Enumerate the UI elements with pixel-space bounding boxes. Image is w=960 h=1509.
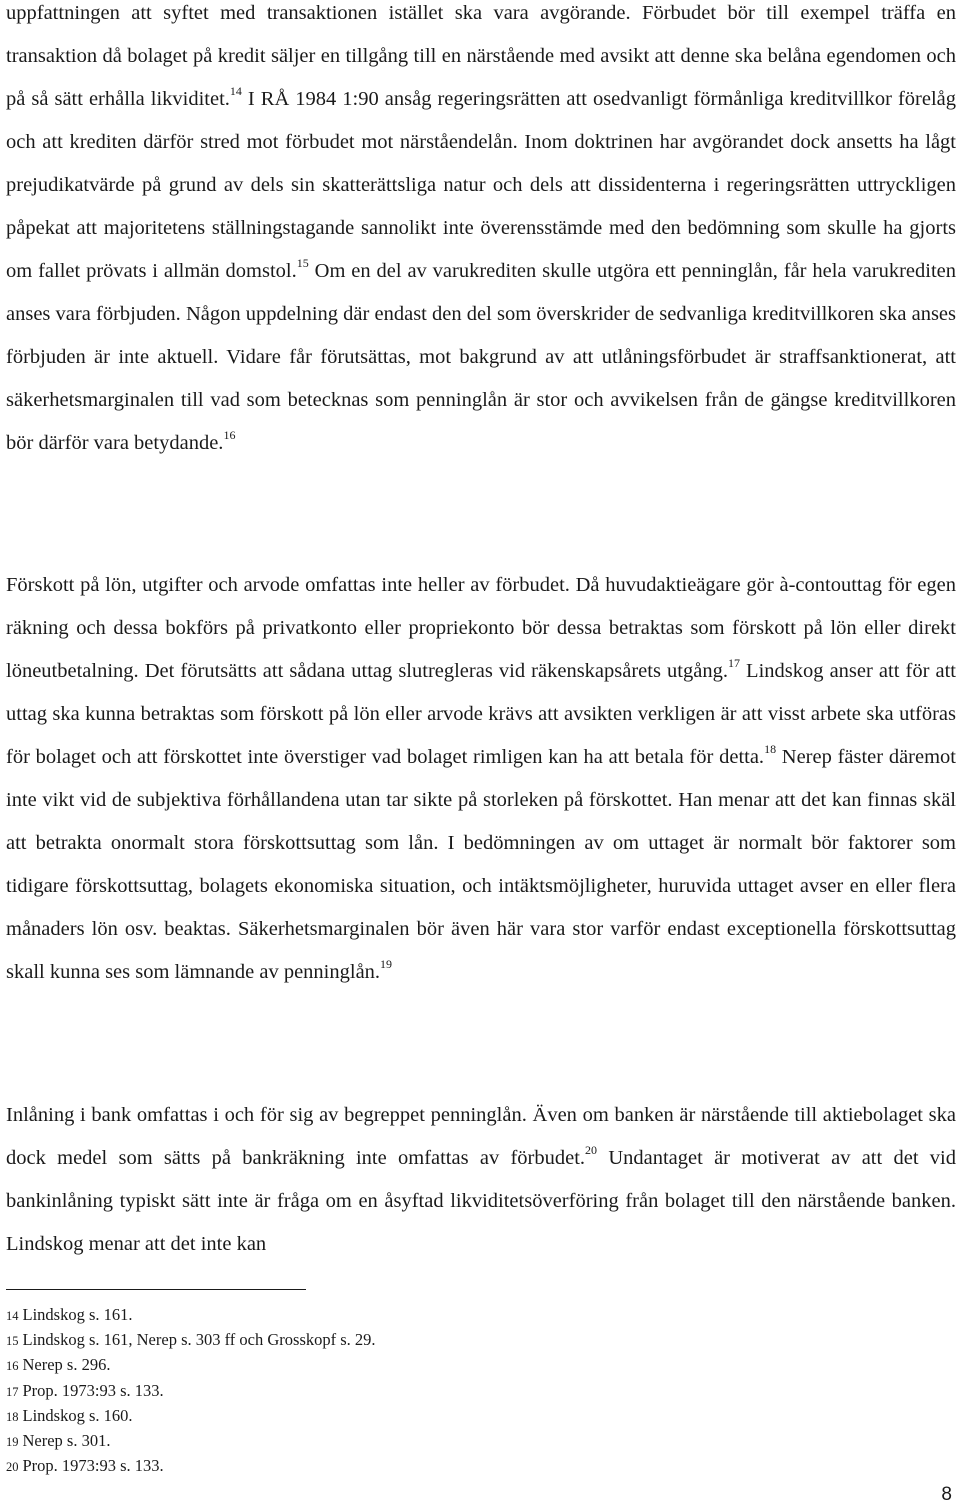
footnote <box>6 1353 376 1378</box>
footnote-reference: 20 <box>585 1143 598 1158</box>
footnote-number: 19 <box>6 1435 19 1450</box>
footnote-number: 14 <box>6 1309 19 1323</box>
footnote-number: 18 <box>6 1409 19 1424</box>
footnote-reference: 15 <box>296 256 309 271</box>
footnote-number: 16 <box>6 1359 19 1374</box>
footnote-reference: 14 <box>229 84 242 99</box>
paragraph-text: Förskott på lön, utgifter och arvode omfattas inte heller av förbudet. Då huvudaktieägare gör à-contouttag för egen räkning och dessa bokförs på privatkonto eller propriekonto bör dessa betraktas som förskott på lön eller direkt löneutbetalning. Det förutsätts att sådana uttag slutregleras vid räkenskapsårets utgång. <box>6 574 956 682</box>
paragraph-text: I RÅ 1984 1:90 ansåg regeringsrätten att osedvanligt förmånliga kreditvillkor förelåg och att krediten därför stred mot förbudet mot närståendelån. Inom doktrinen har avgörandet dock ansetts ha lågt prejudikatvärde på grund av dels sin skatterättsliga natur och dels att dissidenterna i regeringsrätten uttryckligen påpekat att majoritetens ställningstagande sannolikt inte överensstämde med den bedömning som skulle ha gjorts om fallet prövats i allmän domstol. <box>6 88 956 282</box>
footnote-number: 15 <box>6 1334 19 1349</box>
footnote <box>6 1328 376 1353</box>
footnote-separator <box>6 1289 306 1290</box>
footnote <box>6 1303 376 1328</box>
footnote-text: Lindskog s. 161, Nerep s. 303 ff och Grosskopf s. 29. <box>22 1330 376 1350</box>
footnote-reference: 18 <box>764 742 777 757</box>
footnote-reference: 17 <box>727 656 740 671</box>
paragraph-text: uppfattningen att syftet med transaktionen istället ska vara avgörande. Förbudet bör till exempel träffa en transaktion då bolaget på kredit säljer en tillgång till en närstående med avsikt att denne ska belåna egendomen och på så sätt erhålla likviditet. <box>6 2 956 110</box>
footnote-text: Nerep s. 296. <box>22 1355 111 1375</box>
footnote-text: Nerep s. 301. <box>22 1431 111 1451</box>
paragraph-text: Undantaget är motiverat av att det vid bankinlåning typiskt sätt inte är fråga om en åsyftad likviditetsöverföring från bolaget till den närstående banken. Lindskog menar att det inte kan <box>6 1147 956 1255</box>
footnote <box>6 1379 376 1404</box>
body-paragraph <box>6 564 956 994</box>
page-number: 8 <box>941 1484 952 1505</box>
footnote-number: 17 <box>6 1384 19 1399</box>
paragraph-text: Lindskog anser att för att uttag ska kunna betraktas som förskott på lön eller arvode krävs att avsikten verkligen är att visst arbete ska utföras för bolaget och att förskottet inte överstiger vad bolaget rimligen kan ha att betala för detta. <box>6 660 956 768</box>
footnote-list <box>6 1303 376 1479</box>
footnote <box>6 1404 376 1429</box>
body-paragraph <box>6 0 956 465</box>
footnote <box>6 1429 376 1454</box>
footnote-text: Prop. 1973:93 s. 133. <box>22 1380 164 1400</box>
footnote-reference: 19 <box>380 957 393 972</box>
footnote-text: Lindskog s. 160. <box>22 1405 133 1425</box>
footnote-number: 20 <box>6 1460 19 1475</box>
body-paragraph <box>6 1094 956 1266</box>
footnote-reference: 16 <box>223 428 236 443</box>
footnote-text: Lindskog s. 161. <box>22 1305 133 1324</box>
paragraph-text: Nerep fäster däremot inte vikt vid de subjektiva förhållandena utan tar sikte på storleken på förskottet. Han menar att det kan finnas skäl att betrakta onormalt stora förskottsuttag som lån. I bedömningen av om uttaget är normalt bör faktorer som tidigare förskottsuttag, bolagets ekonomiska situation, och intäktsmöjligheter, huruvida uttaget avser en eller flera månaders lön osv. beaktas. Säkerhetsmarginalen bör även här vara stor varför endast exceptionella förskottsuttag skall kunna ses som lämnande av penninglån. <box>6 746 956 983</box>
paragraph-text: Om en del av varukrediten skulle utgöra ett penninglån, får hela varukrediten anses vara förbjuden. Någon uppdelning där endast den del som överskrider de sedvanliga kreditvillkoren ska anses förbjuden är inte aktuell. Vidare får förutsättas, mot bakgrund av att utlåningsförbudet är straffsanktionerat, att säkerhetsmarginalen till vad som betecknas som penninglån är stor och avvikelsen från de gängse kreditvillkoren bör därför vara betydande. <box>6 260 956 454</box>
footnote-text: Prop. 1973:93 s. 133. <box>22 1456 164 1476</box>
footnote <box>6 1454 376 1479</box>
paragraph-text: Inlåning i bank omfattas i och för sig av begreppet penninglån. Även om banken är närstående till aktiebolaget ska dock medel som sätts på bankräkning inte omfattas av förbudet. <box>6 1104 956 1169</box>
